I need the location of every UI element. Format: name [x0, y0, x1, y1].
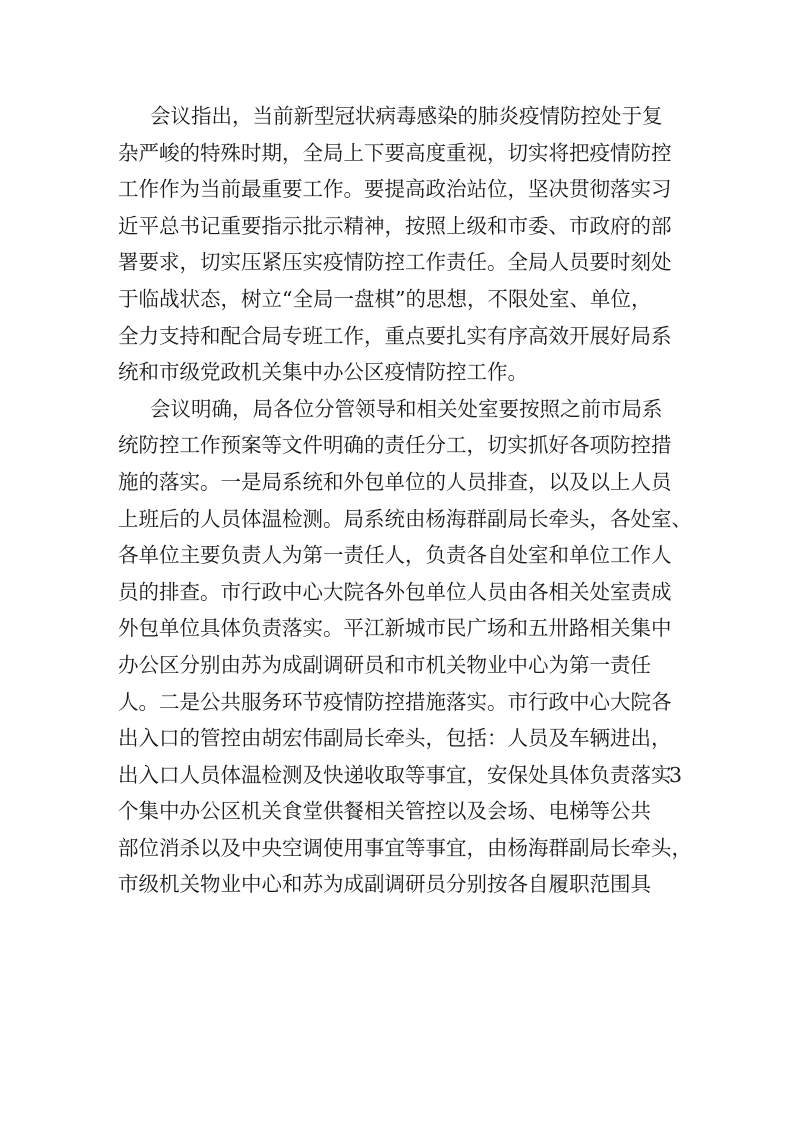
paragraph-1-line-2: 杂严峻的特殊时期，全局上下要高度重视，切实将把疫情防控	[118, 140, 672, 165]
document-body	[118, 98, 692, 903]
paragraph-2-line-1: 会议明确，局各位分管领导和相关处室要按照之前市局系	[150, 396, 663, 421]
paragraph-2-line-7: 外包单位具体负责落实。平江新城市民广场和五卅路相关集中	[118, 616, 672, 641]
paragraph-2-line-14: 市级机关物业中心和苏为成副调研员分别按各自履职范围具	[118, 872, 651, 897]
paragraph-2-line-11	[118, 757, 688, 794]
paragraph-2-line-11-text: 出入口人员体温检测及快递收取等事宜，安保处具体负责落实	[118, 762, 672, 787]
paragraph-2-line-3: 施的落实。一是局系统和外包单位的人员排查，以及以上人员	[118, 469, 672, 494]
paragraph-2-line-6: 员的排查。市行政中心大院各外包单位人员由各相关处室责成	[118, 579, 672, 604]
paragraph-2-line-2: 统防控工作预案等文件明确的责任分工，切实抓好各项防控措	[118, 433, 672, 458]
paragraph-2-line-10: 出入口的管控由胡宏伟副局长牵头，包括：人员及车辆进出，	[118, 726, 672, 751]
paragraph-2-line-5: 各单位主要负责人为第一责任人，负责各自处室和单位工作人	[118, 543, 672, 568]
paragraph-1-line-8: 统和市级党政机关集中办公区疫情防控工作。	[118, 360, 528, 385]
paragraph-1-line-7: 全力支持和配合局专班工作，重点要扎实有序高效开展好局系	[118, 323, 672, 348]
paragraph-1-line-1: 会议指出，当前新型冠状病毒感染的肺炎疫情防控处于复	[150, 104, 663, 128]
paragraph-1-line-3: 工作作为当前最重要工作。要提高政治站位，坚决贯彻落实习	[118, 177, 672, 202]
paragraph-2-line-4: 上班后的人员体温检测。局系统由杨海群副局长牵头，各处室、	[118, 506, 692, 531]
paragraph-2-line-13: 部位消杀以及中央空调使用事宜等事宜，由杨海群副局长牵头，	[118, 835, 692, 860]
paragraph-2-line-8: 办公区分别由苏为成副调研员和市机关物业中心为第一责任	[118, 652, 651, 677]
paragraph-1-line-4: 近平总书记重要指示批示精神，按照上级和市委、市政府的部	[118, 213, 672, 238]
paragraph-1-line-6: 于临战状态，树立“全局一盘棋”的思想，不限处室、单位，	[118, 286, 652, 311]
paragraph-1-line-5: 署要求，切实压紧压实疫情防控工作责任。全局人员要时刻处	[118, 250, 672, 275]
inline-number: 3	[668, 762, 682, 787]
paragraph-2-line-12: 个集中办公区机关食堂供餐相关管控以及会场、电梯等公共	[118, 799, 651, 824]
paragraph-2-line-9: 人。二是公共服务环节疫情防控措施落实。市行政中心大院各	[118, 689, 672, 714]
